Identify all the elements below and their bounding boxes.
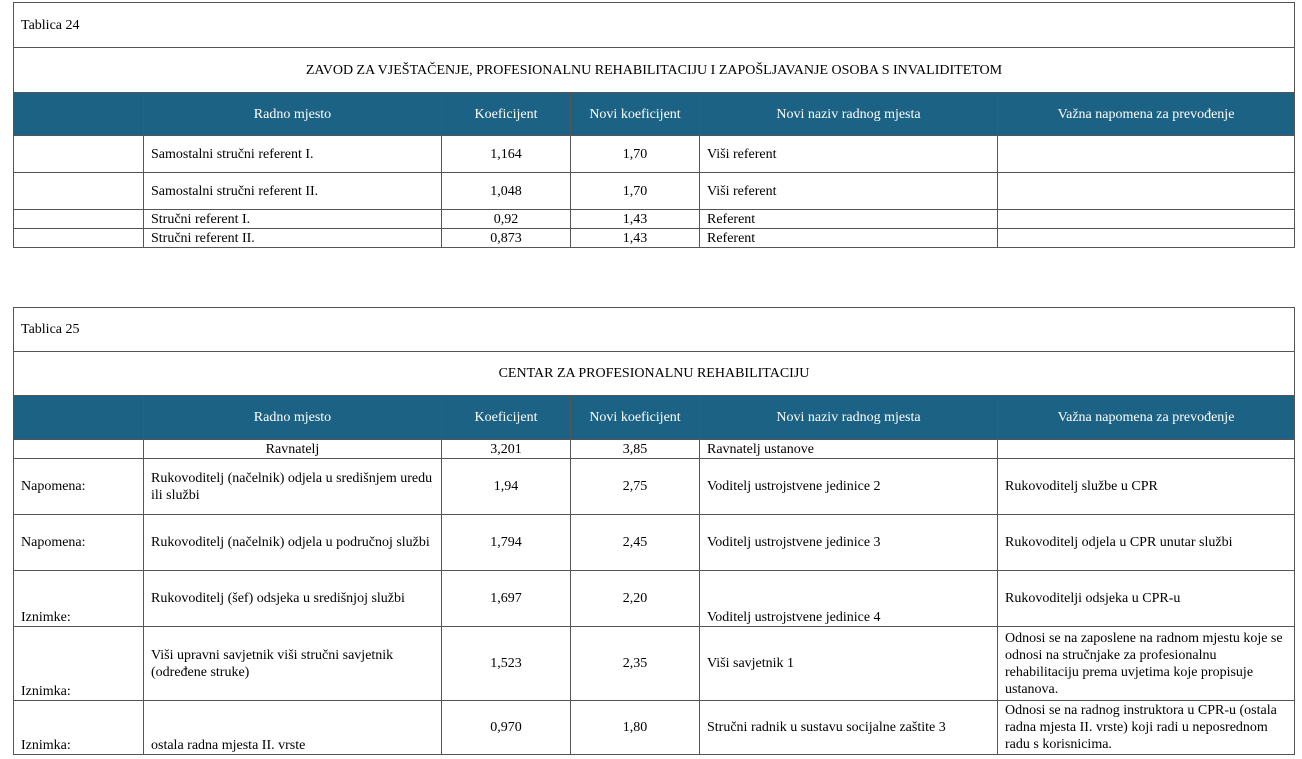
new-coefficient-cell: 1,43 xyxy=(571,229,700,248)
note-cell xyxy=(14,440,144,459)
header-cell: Radno mjesto xyxy=(144,396,442,440)
coefficient-cell: 1,048 xyxy=(442,173,571,210)
job-title-cell: Ravnatelj xyxy=(144,440,442,459)
translation-note-cell: Odnosi se na radnog instruktora u CPR-u (ostala radna mjesta II. vrste) koji radi u neposrednom radu s korisnicima. xyxy=(998,701,1295,755)
coefficient-cell: 3,201 xyxy=(442,440,571,459)
new-title-cell: Referent xyxy=(700,229,998,248)
note-cell: Iznimke: xyxy=(14,571,144,627)
header-cell xyxy=(14,396,144,440)
header-cell: Novi naziv radnog mjesta xyxy=(700,93,998,136)
translation-note-cell: Odnosi se na zaposlene na radnom mjestu koje se odnosi na stručnjake za profesionalnu rehabilitaciju prema uvjetima koje propisuje ustanova. xyxy=(998,627,1295,701)
new-coefficient-cell: 2,35 xyxy=(571,627,700,701)
header-cell: Novi koeficijent xyxy=(571,396,700,440)
note-cell: Iznimka: xyxy=(14,627,144,701)
note-cell: Napomena: xyxy=(14,459,144,515)
translation-note-cell xyxy=(998,210,1295,229)
new-title-cell: Voditelj ustrojstvene jedinice 2 xyxy=(700,459,998,515)
header-cell: Važna napomena za prevođenje xyxy=(998,93,1295,136)
table-row xyxy=(14,440,1295,459)
translation-note-cell xyxy=(998,136,1295,173)
table-header-row xyxy=(14,396,1295,440)
header-cell: Novi koeficijent xyxy=(571,93,700,136)
translation-note-cell: Rukovoditelj službe u CPR xyxy=(998,459,1295,515)
new-coefficient-cell: 1,70 xyxy=(571,136,700,173)
table-caption: Tablica 24 xyxy=(14,3,1295,48)
header-cell: Koeficijent xyxy=(442,396,571,440)
table-row xyxy=(14,210,1295,229)
header-cell: Koeficijent xyxy=(442,93,571,136)
header-cell: Važna napomena za prevođenje xyxy=(998,396,1295,440)
new-title-cell: Stručni radnik u sustavu socijalne zaštite 3 xyxy=(700,701,998,755)
job-title-cell: Samostalni stručni referent II. xyxy=(144,173,442,210)
table-row xyxy=(14,701,1295,755)
translation-note-cell: Rukovoditelj odjela u CPR unutar službi xyxy=(998,515,1295,571)
new-coefficient-cell: 1,70 xyxy=(571,173,700,210)
note-cell: Iznimka: xyxy=(14,701,144,755)
new-coefficient-cell: 3,85 xyxy=(571,440,700,459)
new-title-cell: Viši savjetnik 1 xyxy=(700,627,998,701)
job-title-cell: Stručni referent I. xyxy=(144,210,442,229)
note-cell xyxy=(14,173,144,210)
note-cell xyxy=(14,136,144,173)
table-caption: Tablica 25 xyxy=(14,308,1295,352)
translation-note-cell xyxy=(998,440,1295,459)
note-cell xyxy=(14,210,144,229)
coefficient-cell: 1,523 xyxy=(442,627,571,701)
coefficient-cell: 1,697 xyxy=(442,571,571,627)
job-title-cell: ostala radna mjesta II. vrste xyxy=(144,701,442,755)
table-row xyxy=(14,571,1295,627)
new-title-cell: Voditelj ustrojstvene jedinice 3 xyxy=(700,515,998,571)
note-cell xyxy=(14,229,144,248)
translation-note-cell: Rukovoditelji odsjeka u CPR-u xyxy=(998,571,1295,627)
coefficient-cell: 0,873 xyxy=(442,229,571,248)
job-title-cell: Rukovoditelj (šef) odsjeka u središnjoj službi xyxy=(144,571,442,627)
job-title-cell: Stručni referent II. xyxy=(144,229,442,248)
header-cell xyxy=(14,93,144,136)
new-coefficient-cell: 2,45 xyxy=(571,515,700,571)
new-coefficient-cell: 1,80 xyxy=(571,701,700,755)
job-title-cell: Samostalni stručni referent I. xyxy=(144,136,442,173)
table-title: CENTAR ZA PROFESIONALNU REHABILITACIJU xyxy=(14,352,1295,396)
table-row xyxy=(14,173,1295,210)
new-title-cell: Referent xyxy=(700,210,998,229)
table-25 xyxy=(13,307,1295,755)
new-title-cell: Viši referent xyxy=(700,136,998,173)
new-title-cell: Voditelj ustrojstvene jedinice 4 xyxy=(700,571,998,627)
table-row xyxy=(14,515,1295,571)
translation-note-cell xyxy=(998,229,1295,248)
coefficient-cell: 1,94 xyxy=(442,459,571,515)
translation-note-cell xyxy=(998,173,1295,210)
job-title-cell: Viši upravni savjetnik viši stručni savjetnik (određene struke) xyxy=(144,627,442,701)
coefficient-cell: 1,794 xyxy=(442,515,571,571)
new-coefficient-cell: 1,43 xyxy=(571,210,700,229)
new-title-cell: Viši referent xyxy=(700,173,998,210)
table-title: ZAVOD ZA VJEŠTAČENJE, PROFESIONALNU REHABILITACIJU I ZAPOŠLJAVANJE OSOBA S INVALIDITETOM xyxy=(14,48,1295,93)
new-coefficient-cell: 2,75 xyxy=(571,459,700,515)
coefficient-cell: 0,970 xyxy=(442,701,571,755)
header-cell: Radno mjesto xyxy=(144,93,442,136)
header-cell: Novi naziv radnog mjesta xyxy=(700,396,998,440)
table-header-row xyxy=(14,93,1295,136)
coefficient-cell: 1,164 xyxy=(442,136,571,173)
coefficient-cell: 0,92 xyxy=(442,210,571,229)
table-row xyxy=(14,459,1295,515)
table-row xyxy=(14,136,1295,173)
table-row xyxy=(14,627,1295,701)
new-title-cell: Ravnatelj ustanove xyxy=(700,440,998,459)
table-row xyxy=(14,229,1295,248)
table-24 xyxy=(13,2,1295,248)
note-cell: Napomena: xyxy=(14,515,144,571)
job-title-cell: Rukovoditelj (načelnik) odjela u središnjem uredu ili službi xyxy=(144,459,442,515)
new-coefficient-cell: 2,20 xyxy=(571,571,700,627)
job-title-cell: Rukovoditelj (načelnik) odjela u područnoj službi xyxy=(144,515,442,571)
